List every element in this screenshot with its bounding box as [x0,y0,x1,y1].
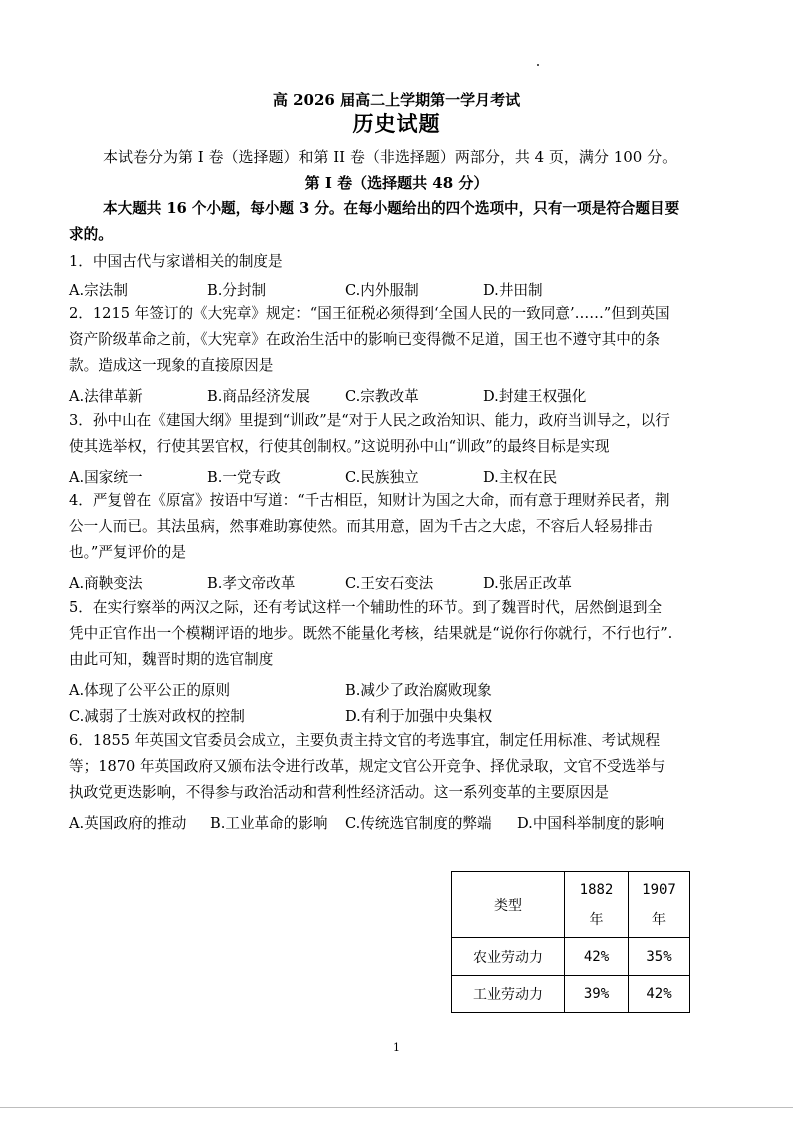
q1-option-d: D.井田制 [483,282,543,299]
question-1-text: 1．中国古代与家谱相关的制度是 [69,253,283,270]
instructions-line-1: 本大题共 16 个小题，每小题 3 分。在每小题给出的四个选项中，只有一项是符合题目要 [103,200,680,217]
question-6-line-1: 6．1855 年英国文官委员会成立，主要负责主持文官的考选事宜，制定任用标准、考试规程 [69,732,661,749]
q4-option-b: B.孝文帝改革 [207,575,296,592]
cell-agri-1907: 35% [629,938,690,976]
year-1907: 1907 [642,881,676,898]
header-type: 类型 [452,872,565,938]
question-4-line-2: 公一人而已。其法虽病，然事难助寡使然。而其用意，固为千古之大虑，不容后人轻易排击 [69,518,653,535]
q4-option-d: D.张居正改革 [483,575,572,592]
q6-option-c: C.传统选官制度的弊端 [345,815,492,832]
q3-option-b: B.一党专政 [207,469,281,486]
question-5-line-3: 由此可知，魏晋时期的选官制度 [69,651,274,668]
q1-option-b: B.分封制 [207,282,267,299]
q3-option-d: D.主权在民 [483,469,558,486]
header-year-1882 [565,872,629,938]
question-5-line-2: 凭中正官作出一个模糊评语的地步。既然不能量化考核，结果就是“说你行你就行，不行也行”. [69,625,673,642]
row-label-agri: 农业劳动力 [452,938,565,976]
q1-option-a: A.宗法制 [69,282,128,299]
exam-intro: 本试卷分为第 I 卷（选择题）和第 II 卷（非选择题）两部分，共 4 页，满分 100 分。 [103,148,678,166]
year-1882: 1882 [579,881,614,898]
q4-option-a: A.商鞅变法 [69,575,143,592]
section-title: 第 I 卷（选择题共 48 分） [304,174,489,192]
instructions-line-2: 求的。 [69,226,113,243]
header-year-1907 [629,872,690,938]
question-4-line-1: 4．严复曾在《原富》按语中写道：“千古相臣，知财计为国之大命，而有意于理财养民者，荆 [69,492,670,509]
row-label-industry: 工业劳动力 [452,976,565,1013]
question-2-line-1: 2．1215 年签订的《大宪章》规定：“国王征税必须得到‘全国人民的一致同意’……”但到英国 [69,305,670,322]
q6-option-d: D.中国科举制度的影响 [517,815,665,832]
page-number: 1 [393,1041,400,1054]
cell-industry-1882: 39% [565,976,629,1013]
question-3-line-1: 3．孙中山在《建国大纲》里提到“训政”是“对于人民之政治知识、能力，政府当训导之，以行 [69,412,670,429]
question-6-line-3: 执政党更迭影响，不得参与政治活动和营利性经济活动。这一系列变革的主要原因是 [69,784,609,801]
q1-option-c: C.内外服制 [345,282,419,299]
q2-option-d: D.封建王权强化 [483,388,587,405]
q3-option-c: C.民族独立 [345,469,419,486]
table-row [452,938,690,976]
q2-option-c: C.宗教改革 [345,388,419,405]
q5-option-a: A.体现了公平公正的原则 [69,682,231,699]
stray-mark [537,64,539,66]
q5-option-c: C.减弱了士族对政权的控制 [69,708,245,725]
q2-option-b: B.商品经济发展 [207,388,310,405]
question-3-line-2: 使其选举权，行使其罢官权，行使其创制权。”这说明孙中山“训政”的最终目标是实现 [69,438,610,455]
q4-option-c: C.王安石变法 [345,575,434,592]
year-unit-1907: 年 [652,911,666,928]
q5-option-b: B.减少了政治腐败现象 [345,682,492,699]
labor-force-table [451,871,690,1013]
q3-option-a: A.国家统一 [69,469,143,486]
exam-title: 高 2026 届高二上学期第一学月考试 [272,91,521,109]
year-unit-1882: 年 [589,911,604,928]
question-4-line-3: 也。”严复评价的是 [69,544,186,561]
table-row [452,976,690,1013]
q6-option-a: A.英国政府的推动 [69,815,187,832]
question-6-line-2: 等；1870 年英国政府又颁布法令进行改革，规定文官公开竞争、择优录取，文官不受选举与 [69,758,666,775]
cell-agri-1882: 42% [565,938,629,976]
cell-industry-1907: 42% [629,976,690,1013]
q6-option-b: B.工业革命的影响 [210,815,328,832]
table-header-row [452,872,690,938]
question-2-line-3: 款。造成这一现象的直接原因是 [69,357,274,374]
q2-option-a: A.法律革新 [69,388,143,405]
subject-title: 历史试题 [352,111,441,136]
q5-option-d: D.有利于加强中央集权 [345,708,493,725]
question-2-line-2: 资产阶级革命之前，《大宪章》在政治生活中的影响已变得微不足道，国王也不遵守其中的条 [69,331,661,348]
question-5-line-1: 5．在实行察举的两汉之际，还有考试这样一个辅助性的环节。到了魏晋时代，居然倒退到全 [69,599,663,616]
page-bottom-divider [0,1107,793,1108]
